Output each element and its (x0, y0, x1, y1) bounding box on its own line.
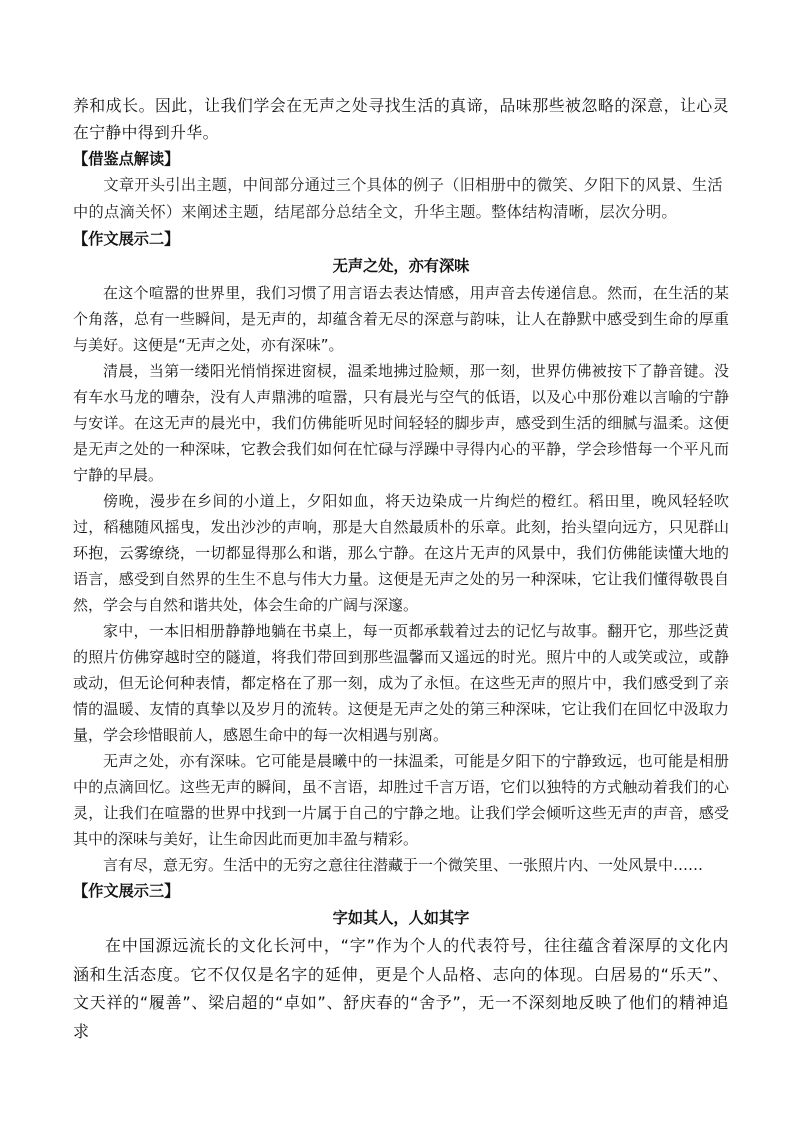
essay2-paragraph: 在这个喧嚣的世界里，我们习惯了用言语去表达情感，用声音去传递信息。然而，在生活的某个角落，总有一些瞬间，是无声的，却蕴含着无尽的深意与韵味，让人在静默中感受到生命的厚重与美好。这便是“无声之处，亦有深味”。 (73, 284, 729, 354)
essay2-body (73, 252, 729, 878)
essay2-heading: 【作文展示二】 (73, 230, 180, 248)
essay2-paragraph: 无声之处，亦有深味。它可能是晨曦中的一抹温柔，可能是夕阳下的宁静致远，也可能是相册中的点滴回忆。这些无声的瞬间，虽不言语，却胜过千言万语，它们以独特的方式触动着我们的心灵，让我们在喧嚣的世界中找到一片属于自己的宁静之地。让我们学会倾听这些无声的声音，感受其中的深味与美好，让生命因此而更加丰盈与精彩。 (73, 752, 729, 848)
essay3-paragraph: 在中国源远流长的文化长河中，“字”作为个人的代表符号，往往蕴含着深厚的文化内涵和生活态度。它不仅仅是名字的延伸，更是个人品格、志向的体现。白居易的“乐天”、文天祥的“履善”、梁启超的“卓如”、舒庆春的“舍予”，无一不深刻地反映了他们的精神追求 (73, 936, 729, 1041)
essay2-paragraph: 清晨，当第一缕阳光悄悄探进窗棂，温柔地拂过脸颊，那一刻，世界仿佛被按下了静音键。没有车水马龙的嘈杂，没有人声鼎沸的喧嚣，只有晨光与空气的低语，以及心中那份难以言喻的宁静与安详。在这无声的晨光中，我们仿佛能听见时间轻轻的脚步声，感受到生活的细腻与温柔。这便是无声之处的一种深味，它教会我们如何在忙碌与浮躁中寻得内心的平静，学会珍惜每一个平凡而宁静的早晨。 (73, 362, 729, 484)
document-content (73, 92, 729, 1046)
essay2-paragraph: 言有尽，意无穷。生活中的无穷之意往往潜藏于一个微笑里、一张照片内、一处风景中…… (103, 856, 704, 874)
analysis-heading: 【借鉴点解读】 (73, 150, 180, 168)
essay2-title: 无声之处，亦有深味 (332, 257, 470, 275)
intro-paragraph: 养和成长。因此，让我们学会在无声之处寻找生活的真谛，品味那些被忽略的深意，让心灵在宁静中得到升华。 (73, 96, 729, 142)
essay3-body (73, 904, 729, 1046)
essay3-heading: 【作文展示三】 (73, 882, 180, 900)
essay2-paragraph: 傍晚，漫步在乡间的小道上，夕阳如血，将天边染成一片绚烂的橙红。稻田里，晚风轻轻吹过，稻穗随风摇曳，发出沙沙的声响，那是大自然最质朴的乐章。此刻，抬头望向远方，只见群山环抱，云雾缭绕，一切都显得那么和谐，那么宁静。在这片无声的风景中，我们仿佛能读懂大地的语言，感受到自然界的生生不息与伟大力量。这便是无声之处的另一种深味，它让我们懂得敬畏自然，学会与自然和谐共处，体会生命的广阔与深邃。 (73, 492, 729, 614)
analysis-text: 文章开头引出主题，中间部分通过三个具体的例子（旧相册中的微笑、夕阳下的风景、生活中的点滴关怀）来阐述主题，结尾部分总结全文，升华主题。整体结构清晰，层次分明。 (73, 176, 723, 221)
essay2-paragraph: 家中，一本旧相册静静地躺在书桌上，每一页都承载着过去的记忆与故事。翻开它，那些泛黄的照片仿佛穿越时空的隧道，将我们带回到那些温馨而又遥远的时光。照片中的人或笑或泣，或静或动，但无论何种表情，都定格在了那一刻，成为了永恒。在这些无声的照片中，我们感受到了亲情的温暖、友情的真挚以及岁月的流转。这便是无声之处的第三种深味，它让我们在回忆中汲取力量，学会珍惜眼前人，感恩生命中的每一次相遇与别离。 (73, 622, 729, 744)
essay3-title: 字如其人，人如其字 (332, 909, 470, 927)
